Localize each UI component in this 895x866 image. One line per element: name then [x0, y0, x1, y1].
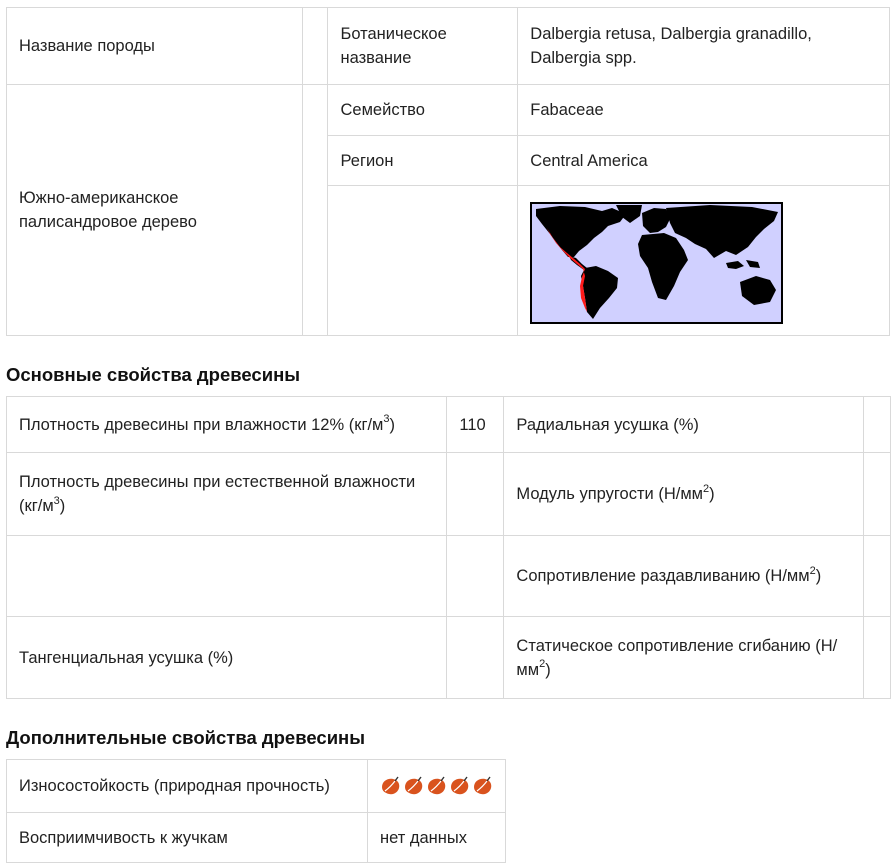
species-name-value: Южно-американское палисандровое дерево	[7, 85, 303, 336]
crush-resistance-label: Сопротивление раздавливанию $(Н/мм^2)$	[504, 536, 864, 617]
empty-label-cell	[7, 536, 447, 617]
family-label: Семейство	[328, 85, 518, 136]
world-map-icon	[530, 202, 783, 324]
durability-rating	[368, 760, 506, 813]
leaf-icon	[380, 776, 401, 796]
radial-shrinkage-label: Радиальная усушка (%)	[504, 397, 864, 453]
beetle-susceptibility-value: нет данных	[368, 813, 506, 863]
modulus-label: Модуль упругости $(Н/мм^2)$	[504, 453, 864, 536]
density-12-value: 110	[447, 397, 504, 453]
bending-strength-label: Статическое сопротивление сгибанию $(Н/мм^2)$	[504, 617, 864, 699]
species-table	[6, 7, 890, 336]
durability-leaf-rating	[380, 776, 493, 796]
tangential-shrinkage-value	[447, 617, 504, 699]
density-12-label: Плотность древесины при влажности 12% $(кг/м^3)$	[7, 397, 447, 453]
leaf-icon	[426, 776, 447, 796]
spacer-cell	[302, 8, 328, 85]
modulus-value	[863, 453, 890, 536]
leaf-icon	[472, 776, 493, 796]
additional-properties-table	[6, 759, 506, 863]
region-label: Регион	[328, 136, 518, 186]
bending-strength-value	[863, 617, 890, 699]
leaf-icon	[403, 776, 424, 796]
map-label-cell	[328, 186, 518, 336]
empty-value-cell	[447, 536, 504, 617]
main-properties-heading: Основные свойства древесины	[6, 364, 301, 385]
beetle-susceptibility-label: Восприимчивость к жучкам	[7, 813, 368, 863]
map-cell	[518, 186, 890, 336]
radial-shrinkage-value	[863, 397, 890, 453]
crush-resistance-value	[863, 536, 890, 617]
leaf-icon	[449, 776, 470, 796]
main-properties-table	[6, 396, 891, 699]
spacer-cell	[302, 85, 328, 336]
tangential-shrinkage-label: Тангенциальная усушка (%)	[7, 617, 447, 699]
family-value: Fabaceae	[518, 85, 890, 136]
durability-label: Износостойкость (природная прочность)	[7, 760, 368, 813]
species-name-label: Название породы	[7, 8, 303, 85]
density-natural-value	[447, 453, 504, 536]
botanical-name-label: Ботаническое название	[328, 8, 518, 85]
additional-properties-heading: Дополнительные свойства древесины	[6, 727, 366, 748]
region-value: Central America	[518, 136, 890, 186]
density-natural-label: Плотность древесины при естественной влажности $(кг/м^3)$	[7, 453, 447, 536]
botanical-name-value: Dalbergia retusa, Dalbergia granadillo, Dalbergia spp.	[518, 8, 890, 85]
